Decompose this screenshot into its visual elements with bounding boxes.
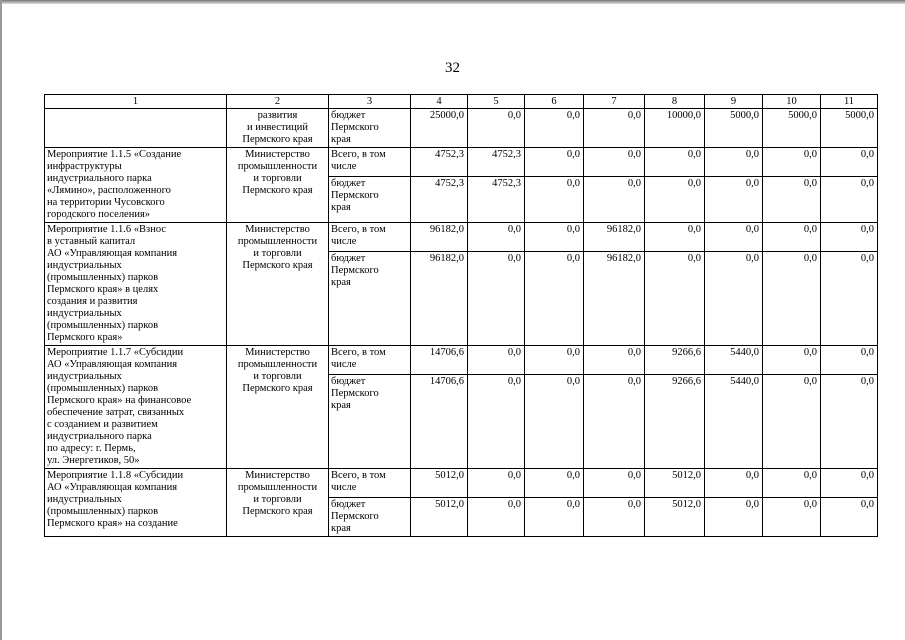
table-row (45, 223, 878, 252)
column-header: 10 (763, 95, 821, 109)
value-cell: 0,0 (705, 223, 763, 252)
header-row (45, 95, 878, 109)
value-cell: 4752,3 (411, 148, 468, 177)
value-cell: 0,0 (525, 498, 584, 537)
value-cell: 0,0 (821, 469, 878, 498)
column-header: 5 (468, 95, 525, 109)
value-cell: 10000,0 (645, 109, 705, 148)
value-cell: 0,0 (525, 177, 584, 223)
value-cell: 0,0 (584, 148, 645, 177)
value-cell: 9266,6 (645, 346, 705, 375)
column-header: 3 (329, 95, 411, 109)
value-cell: 0,0 (821, 346, 878, 375)
measure-name-cell: Мероприятие 1.1.8 «Субсидии АО «Управляющая компания индустриальных (промышленных) парков Пермского края» на создание (45, 469, 227, 537)
value-cell: 5000,0 (763, 109, 821, 148)
value-cell: 0,0 (705, 469, 763, 498)
value-cell: 0,0 (584, 177, 645, 223)
value-cell: 0,0 (645, 252, 705, 346)
column-header: 2 (227, 95, 329, 109)
value-cell: 14706,6 (411, 375, 468, 469)
executor-cell: Министерство промышленности и торговли Пермского края (227, 148, 329, 223)
value-cell: 96182,0 (584, 223, 645, 252)
value-cell: 0,0 (763, 252, 821, 346)
value-cell: 0,0 (584, 498, 645, 537)
value-cell: 14706,6 (411, 346, 468, 375)
value-cell: 0,0 (821, 177, 878, 223)
value-cell: 0,0 (525, 148, 584, 177)
value-cell: 0,0 (645, 148, 705, 177)
value-cell: 0,0 (584, 109, 645, 148)
value-cell: 0,0 (763, 498, 821, 537)
table-row (45, 469, 878, 498)
value-cell: 0,0 (468, 469, 525, 498)
value-cell: 5012,0 (645, 498, 705, 537)
scan-edge-left (0, 0, 2, 640)
value-cell: 25000,0 (411, 109, 468, 148)
funding-source-cell: бюджет Пермского края (329, 252, 411, 346)
value-cell: 0,0 (525, 375, 584, 469)
column-header: 6 (525, 95, 584, 109)
value-cell: 0,0 (763, 375, 821, 469)
funding-source-cell: Всего, в том числе (329, 223, 411, 252)
value-cell: 5012,0 (645, 469, 705, 498)
value-cell: 0,0 (525, 469, 584, 498)
measure-name-cell: Мероприятие 1.1.6 «Взнос в уставный капитал АО «Управляющая компания индустриальных (промышленных) парков Пермского края» в целях создания и развития индустриальных (промышленных) парков Пермского края» (45, 223, 227, 346)
value-cell: 0,0 (763, 223, 821, 252)
funding-source-cell: Всего, в том числе (329, 148, 411, 177)
value-cell: 0,0 (821, 223, 878, 252)
funding-source-cell: бюджет Пермского края (329, 498, 411, 537)
column-header: 11 (821, 95, 878, 109)
funding-source-cell: бюджет Пермского края (329, 375, 411, 469)
measure-name-cell: Мероприятие 1.1.7 «Субсидии АО «Управляющая компания индустриальных (промышленных) парков Пермского края» на финансовое обеспечение затрат, связанных с созданием и развитием индустриального парка по адресу: г. Пермь, ул. Энергетиков, 50» (45, 346, 227, 469)
measure-name-cell (45, 109, 227, 148)
column-header: 4 (411, 95, 468, 109)
value-cell: 9266,6 (645, 375, 705, 469)
value-cell: 0,0 (525, 346, 584, 375)
value-cell: 0,0 (705, 252, 763, 346)
value-cell: 5000,0 (821, 109, 878, 148)
value-cell: 5012,0 (411, 498, 468, 537)
value-cell: 0,0 (821, 252, 878, 346)
value-cell: 0,0 (525, 223, 584, 252)
value-cell: 96182,0 (411, 223, 468, 252)
value-cell: 0,0 (645, 223, 705, 252)
column-header: 7 (584, 95, 645, 109)
value-cell: 0,0 (525, 252, 584, 346)
value-cell: 0,0 (705, 148, 763, 177)
value-cell: 5440,0 (705, 375, 763, 469)
executor-cell: Министерство промышленности и торговли Пермского края (227, 223, 329, 346)
funding-source-cell: Всего, в том числе (329, 469, 411, 498)
value-cell: 4752,3 (468, 148, 525, 177)
table-row (45, 346, 878, 375)
value-cell: 0,0 (763, 469, 821, 498)
value-cell: 0,0 (763, 177, 821, 223)
executor-cell: Министерство промышленности и торговли Пермского края (227, 469, 329, 537)
column-header: 9 (705, 95, 763, 109)
value-cell: 0,0 (468, 375, 525, 469)
value-cell: 4752,3 (468, 177, 525, 223)
page-number: 32 (445, 60, 460, 76)
value-cell: 0,0 (584, 346, 645, 375)
continuation-row (45, 109, 878, 148)
funding-source-cell: Всего, в том числе (329, 346, 411, 375)
value-cell: 0,0 (705, 498, 763, 537)
value-cell: 5440,0 (705, 346, 763, 375)
scan-edge-top (0, 0, 905, 4)
column-header: 1 (45, 95, 227, 109)
value-cell: 0,0 (525, 109, 584, 148)
table-row (45, 148, 878, 177)
value-cell: 5000,0 (705, 109, 763, 148)
value-cell: 96182,0 (584, 252, 645, 346)
value-cell: 0,0 (468, 346, 525, 375)
value-cell: 0,0 (821, 148, 878, 177)
value-cell: 5012,0 (411, 469, 468, 498)
table-body (45, 95, 878, 537)
value-cell: 0,0 (468, 109, 525, 148)
value-cell: 4752,3 (411, 177, 468, 223)
value-cell: 0,0 (468, 252, 525, 346)
value-cell: 0,0 (645, 177, 705, 223)
value-cell: 0,0 (468, 223, 525, 252)
value-cell: 0,0 (705, 177, 763, 223)
value-cell: 0,0 (584, 375, 645, 469)
executor-cell: развития и инвестиций Пермского края (227, 109, 329, 148)
value-cell: 0,0 (468, 498, 525, 537)
budget-table (44, 94, 878, 537)
funding-source-cell: бюджет Пермского края (329, 177, 411, 223)
value-cell: 0,0 (584, 469, 645, 498)
executor-cell: Министерство промышленности и торговли Пермского края (227, 346, 329, 469)
column-header: 8 (645, 95, 705, 109)
value-cell: 0,0 (821, 375, 878, 469)
value-cell: 0,0 (821, 498, 878, 537)
measure-name-cell: Мероприятие 1.1.5 «Создание инфраструктуры индустриального парка «Лямино», расположенного на территории Чусовского городского поселения» (45, 148, 227, 223)
value-cell: 0,0 (763, 148, 821, 177)
value-cell: 96182,0 (411, 252, 468, 346)
value-cell: 0,0 (763, 346, 821, 375)
funding-source-cell: бюджет Пермского края (329, 109, 411, 148)
